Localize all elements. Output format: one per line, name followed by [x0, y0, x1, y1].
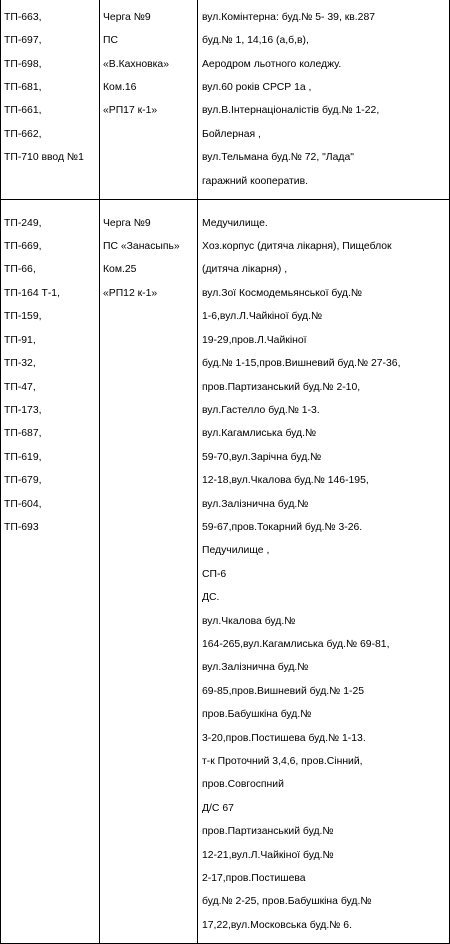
- address-line: пров.Бабушкіна буд.№: [202, 709, 312, 721]
- address-line: т-к Проточний 3,4,6, пров.Сінний,: [202, 756, 363, 767]
- substation-label: ТП-66,: [4, 264, 36, 276]
- substation-label: ТП-661,: [4, 105, 42, 117]
- address-line: ДС.: [202, 592, 220, 604]
- address-line: 59-70,вул.Зарічна буд.№: [202, 451, 322, 463]
- address-line: 164-265,вул.Кагамлиська буд.№ 69-81,: [202, 638, 390, 650]
- addresses-cell: [198, 0, 450, 199]
- address-line: гаражний кооператив.: [202, 175, 309, 187]
- table-row: [1, 0, 450, 199]
- queue-line: ПС «Занасыпь»: [103, 241, 180, 253]
- substations-cell: [1, 199, 100, 943]
- substation-label: ТП-604,: [4, 498, 42, 510]
- address-line: Хоз.корпус (дитяча лікарня), Пищеблок: [202, 241, 392, 253]
- queue-cell: [100, 199, 198, 943]
- address-line: вул.В.Інтернаціоналістів буд.№ 1-22,: [202, 105, 380, 117]
- queue-line: Черга №9: [103, 11, 151, 23]
- substation-label: ТП-679,: [4, 475, 42, 487]
- address-line: 59-67,пров.Токарний буд.№ 3-26.: [202, 521, 363, 533]
- address-line: вул.Чкалова буд.№: [202, 615, 296, 627]
- addresses-cell: [198, 199, 450, 943]
- address-line: пров.Совгоспний: [202, 779, 284, 791]
- substation-label: ТП-681,: [4, 81, 42, 93]
- substation-label: ТП-47,: [4, 381, 36, 393]
- queue-line: «В.Кахновка»: [103, 58, 169, 70]
- address-line: 3-20,пров.Постишева буд.№ 1-13.: [202, 732, 366, 744]
- substation-label: ТП-663,: [4, 11, 42, 23]
- substations-cell: [1, 0, 100, 199]
- address-line: 12-21,вул.Л.Чайкіної буд.№: [202, 849, 334, 861]
- substation-label: ТП-687,: [4, 428, 42, 440]
- address-line: 69-85,пров.Вишневий буд.№ 1-25: [202, 685, 365, 697]
- address-line: Д/С 67: [202, 802, 234, 814]
- address-line: вул.Комінтерна: буд.№ 5- 39, кв.287: [202, 11, 376, 23]
- substation-label: ТП-173,: [4, 404, 42, 416]
- address-line: Аеродром льотного коледжу.: [202, 58, 342, 70]
- address-line: Медучилище.: [202, 217, 268, 229]
- address-line: СП-6: [202, 568, 227, 580]
- address-line: 1-6,вул.Л.Чайкіної буд.№: [202, 311, 323, 323]
- queue-line: ПС: [103, 35, 118, 47]
- substation-label: ТП-32,: [4, 358, 36, 370]
- address-line: Педучилище ,: [202, 545, 270, 557]
- address-line: (дитяча лікарня) ,: [202, 264, 288, 276]
- address-line: пров.Партизанський буд.№: [202, 826, 334, 838]
- substation-label: ТП-159,: [4, 311, 42, 323]
- substation-label: ТП-669,: [4, 241, 42, 253]
- address-line: вул.Гастелло буд.№ 1-3.: [202, 404, 320, 416]
- queue-line: «РП12 к-1»: [103, 287, 158, 299]
- queue-cell: [100, 0, 198, 199]
- queue-line: Ком.16: [103, 81, 137, 93]
- substation-label: ТП-91,: [4, 334, 36, 346]
- substation-label: ТП-710 ввод №1: [4, 152, 84, 164]
- address-line: вул.Тельмана буд.№ 72, "Лада": [202, 152, 354, 164]
- address-line: вул.60 років СРСР 1а ,: [202, 81, 312, 93]
- queue-line: Ком.25: [103, 264, 137, 276]
- address-line: 17,22,вул.Московська буд.№ 6.: [202, 919, 352, 931]
- substation-label: ТП-698,: [4, 58, 42, 70]
- substation-label: ТП-693: [4, 521, 39, 533]
- substation-label: ТП-662,: [4, 128, 42, 140]
- address-line: буд.№ 1, 14,16 (а,б,в),: [202, 35, 309, 47]
- address-line: буд.№ 2-25, пров.Бабушкіна буд.№: [202, 896, 372, 908]
- queue-line: «РП17 к-1»: [103, 105, 158, 117]
- substation-label: ТП-249,: [4, 217, 42, 229]
- address-line: 19-29,пров.Л.Чайкіної: [202, 334, 307, 346]
- address-line: вул.Залізнична буд.№: [202, 498, 309, 510]
- address-line: Бойлерная ,: [202, 128, 261, 140]
- substation-label: ТП-619,: [4, 451, 42, 463]
- address-line: вул.Кагамлиська буд.№: [202, 428, 317, 440]
- address-line: буд.№ 1-15,пров.Вишневий буд.№ 27-36,: [202, 358, 401, 370]
- address-line: пров.Партизанський буд.№ 2-10,: [202, 381, 361, 393]
- address-line: 12-18,вул.Чкалова буд.№ 146-195,: [202, 475, 369, 487]
- substation-label: ТП-164 Т-1,: [4, 287, 60, 299]
- address-line: вул.Зої Космодемьянської буд.№: [202, 287, 363, 299]
- substation-label: ТП-697,: [4, 35, 42, 47]
- queue-line: Черга №9: [103, 217, 151, 229]
- address-line: вул.Залізнична буд.№: [202, 662, 309, 674]
- table-row: [1, 199, 450, 943]
- address-line: 2-17,пров.Постишева: [202, 873, 306, 885]
